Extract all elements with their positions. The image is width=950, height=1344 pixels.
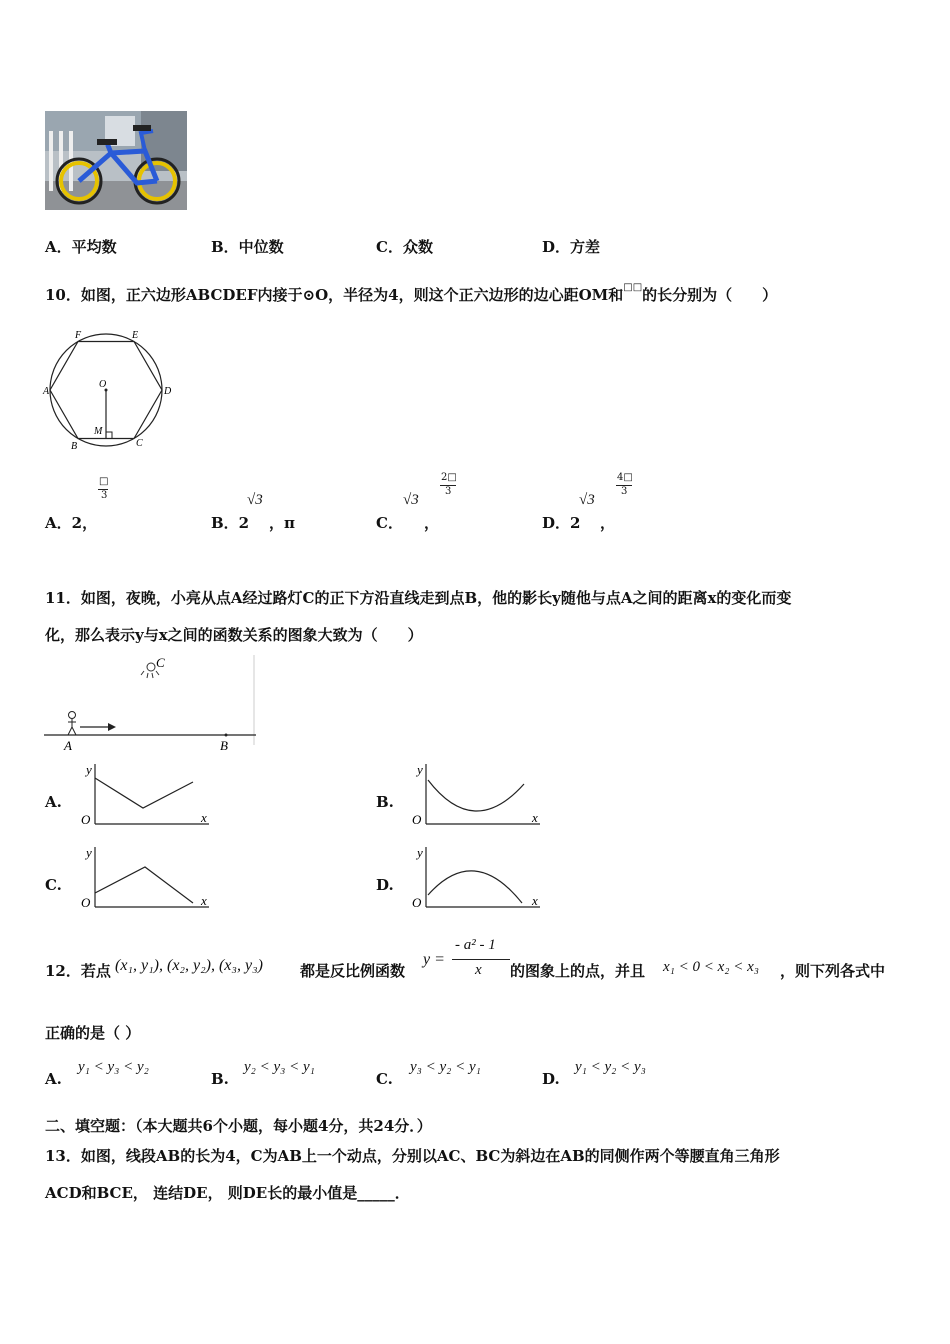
q10-stem-text: 10．如图，正六边形ABCDEF内接于⊙O，半径为4，则这个正六边形的边心距OM和 — [45, 286, 624, 304]
q9-option-d: D．方差 — [542, 238, 601, 256]
q10-d-label: D．2 — [542, 514, 581, 532]
q11-line1: 11．如图，夜晚，小亮从点A经过路灯C的正下方沿直线走到点B，他的影长y随他与点A之间的距离x的变化而变 — [45, 589, 792, 607]
q12-stem — [45, 935, 925, 985]
hex-label-f: F — [75, 330, 82, 341]
q10-b-label: B．2 — [211, 514, 250, 532]
q9-option-c: C．众数 — [376, 238, 433, 256]
q11-graph-a — [73, 760, 213, 836]
q10-a-label: A．2， — [45, 514, 98, 532]
hex-label-m: M — [94, 426, 103, 437]
graph-c-o: O — [81, 895, 91, 910]
q10-option-a — [45, 476, 125, 531]
graph-c-y: y — [86, 845, 92, 860]
graph-b-y: y — [417, 762, 423, 777]
q11-graph-c — [73, 843, 213, 919]
q10-stem-tail: 的长分别为（ ） — [642, 286, 778, 304]
q12-func-lhs: y = — [423, 951, 445, 968]
hex-label-c: C — [136, 438, 143, 449]
q10-c-after: ， — [424, 514, 440, 532]
lamp-label-a: A — [64, 738, 72, 753]
hex-label-d: D — [164, 386, 172, 397]
q12-option-d-label: D. — [542, 1070, 560, 1088]
q12-option-a-label: A. — [45, 1070, 62, 1088]
q10-d-radical: √3 — [579, 492, 595, 508]
q10-d-frac-den: 3 — [621, 486, 628, 497]
q10-garbled: □□ — [623, 282, 643, 293]
lamp-label-b: B — [220, 738, 228, 753]
q10-option-b — [211, 476, 331, 531]
q10-option-c — [376, 470, 496, 530]
q9-option-a: A．平均数 — [45, 238, 117, 256]
hex-label-o: O — [99, 379, 107, 390]
q11-option-c-label: C. — [45, 876, 62, 894]
hex-label-e: E — [132, 330, 139, 341]
q10-c-radical: √3 — [403, 492, 419, 508]
q12-func-bar — [452, 959, 510, 960]
q10-stem — [45, 284, 777, 305]
bicycle-photo — [45, 111, 187, 210]
hex-label-b: B — [71, 441, 78, 452]
lamp-figure — [44, 655, 259, 759]
q11-graph-d — [404, 843, 544, 919]
q12-option-d-expr: y₁ < y₂ < y₃ — [575, 1059, 646, 1075]
q12-option-a-expr: y₁ < y₃ < y₂ — [78, 1059, 149, 1075]
q12-option-b-expr: y₂ < y₃ < y₁ — [244, 1059, 315, 1075]
q13-line1: 13．如图，线段AB的长为4，C为AB上一个动点，分别以AC、BC为斜边在AB的同侧作两个等腰直角三角形 — [45, 1147, 780, 1165]
graph-b-curve — [428, 780, 524, 811]
q11-graph-b — [404, 760, 544, 836]
graph-d-y: y — [417, 845, 423, 860]
graph-a-o: O — [81, 812, 91, 827]
graph-d-x: x — [532, 893, 538, 908]
q9-option-b: B．中位数 — [211, 238, 284, 256]
q12-tail: ，则下列各式中 — [780, 962, 886, 980]
q10-c-frac-den: 3 — [445, 486, 452, 497]
q10-b-radical: √3 — [247, 492, 263, 508]
graph-a-curve — [95, 778, 193, 808]
q11-option-b-label: B. — [376, 793, 394, 811]
q12-option-b-label: B. — [211, 1070, 229, 1088]
q12-mid2: 的图象上的点，并且 — [510, 962, 646, 980]
q12-mid: 都是反比例函数 — [300, 962, 406, 980]
q10-a-frac-den: 3 — [101, 490, 108, 501]
q10-option-d — [542, 470, 662, 530]
q12-func-num: - a² - 1 — [455, 937, 496, 953]
q12-condition: x₁ < 0 < x₂ < x₃ — [663, 959, 759, 975]
q10-b-after: ，π — [269, 514, 295, 532]
q12-func-den: x — [475, 962, 482, 978]
q12-points: (x₁, y₁), (x₂, y₂), (x₃, y₃) — [115, 957, 263, 974]
graph-d-o: O — [412, 895, 422, 910]
q12-line2: 正确的是（ ） — [45, 1024, 141, 1042]
q12-option-c-expr: y₃ < y₂ < y₁ — [410, 1059, 481, 1075]
section2-heading: 二、填空题：（本大题共6个小题，每小题4分，共24分．） — [45, 1117, 432, 1135]
graph-c-curve — [95, 867, 193, 903]
graph-c-x: x — [201, 893, 207, 908]
q10-a-frac-num: □ — [99, 476, 109, 487]
hex-label-a: A — [43, 386, 50, 397]
graph-d-curve — [428, 871, 522, 903]
lamp-label-c: C — [156, 655, 165, 670]
q12-prefix: 12．若点 — [45, 962, 111, 980]
q11-line2: 化，那么表示y与x之间的函数关系的图象大致为（ ） — [45, 626, 423, 644]
q11-option-a-label: A. — [45, 793, 62, 811]
q10-c-frac-num: 2□ — [441, 472, 457, 483]
q12-option-c-label: C. — [376, 1070, 393, 1088]
graph-a-y: y — [86, 762, 92, 777]
q13-line2: ACD和BCE， 连结DE， 则DE长的最小值是_____． — [45, 1184, 410, 1202]
hexagon-figure — [42, 330, 182, 459]
q10-d-frac-num: 4□ — [617, 472, 633, 483]
q10-c-label: C． — [376, 514, 403, 532]
graph-b-x: x — [532, 810, 538, 825]
graph-b-o: O — [412, 812, 422, 827]
q10-d-after: ， — [600, 514, 616, 532]
graph-a-x: x — [201, 810, 207, 825]
q11-option-d-label: D. — [376, 876, 394, 894]
